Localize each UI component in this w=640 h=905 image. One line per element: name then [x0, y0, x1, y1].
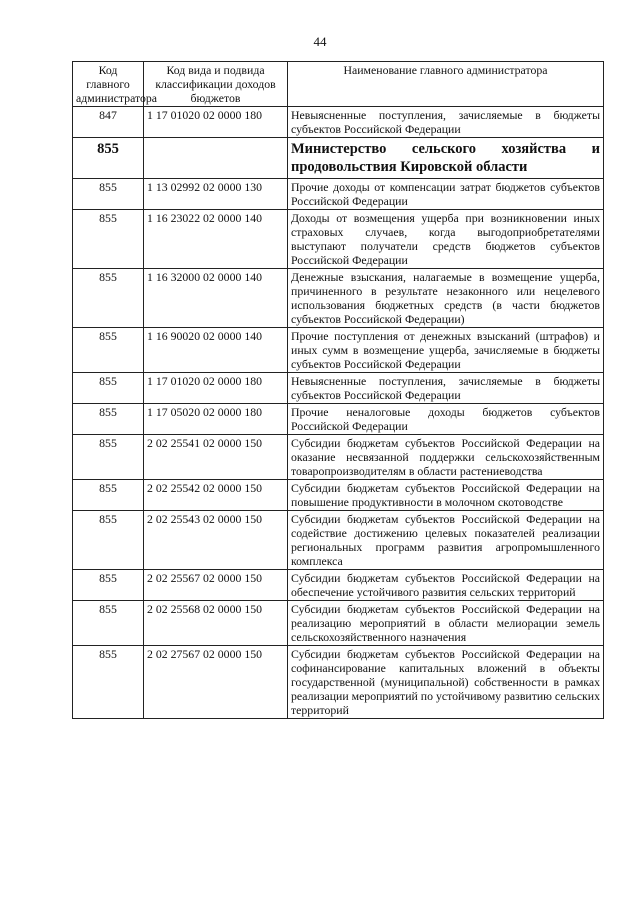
admin-name-cell: Субсидии бюджетам субъектов Российской Федерации на обеспечение устойчивого развития сельских территорий	[288, 570, 604, 601]
table-row	[73, 404, 604, 435]
admin-name-cell: Доходы от возмещения ущерба при возникновении иных страховых случаев, когда выгодоприобретателями выступают получатели средств бюджетов субъектов Российской Федерации	[288, 210, 604, 269]
table-row	[73, 373, 604, 404]
admin-code-cell: 855	[73, 404, 144, 435]
table-header-row	[73, 62, 604, 107]
admin-code-cell: 855	[73, 601, 144, 646]
income-code-cell: 2 02 25541 02 0000 150	[144, 435, 288, 480]
admin-code-cell: 855	[73, 179, 144, 210]
admin-code-cell: 855	[73, 435, 144, 480]
admin-name-cell: Денежные взыскания, налагаемые в возмещение ущерба, причиненного в результате незаконного или нецелевого использования бюджетных средств (в части бюджетов субъектов Российской Федерации)	[288, 269, 604, 328]
table-row	[73, 269, 604, 328]
income-code-cell: 1 17 01020 02 0000 180	[144, 373, 288, 404]
admin-name-cell: Субсидии бюджетам субъектов Российской Федерации на софинансирование капитальных вложений в объекты государственной (муниципальной) собственности в рамках реализации мероприятий по устойчивому развитию сельских территорий	[288, 646, 604, 719]
admin-name-cell: Субсидии бюджетам субъектов Российской Федерации на оказание несвязанной поддержки сельскохозяйственным товаропроизводителям в области растениеводства	[288, 435, 604, 480]
admin-code-cell: 855	[73, 570, 144, 601]
admin-code-cell: 847	[73, 107, 144, 138]
table-row	[73, 210, 604, 269]
admin-name-cell: Невыясненные поступления, зачисляемые в бюджеты субъектов Российской Федерации	[288, 373, 604, 404]
header-admin-name: Наименование главного администратора	[288, 62, 604, 107]
admin-name-cell: Министерство сельского хозяйства и продовольствия Кировской области	[288, 138, 604, 179]
admin-code-cell: 855	[73, 138, 144, 179]
admin-name-cell: Прочие неналоговые доходы бюджетов субъектов Российской Федерации	[288, 404, 604, 435]
table-body	[73, 107, 604, 719]
table-row	[73, 570, 604, 601]
income-code-cell: 2 02 27567 02 0000 150	[144, 646, 288, 719]
header-admin-code: Код главного администратора	[73, 62, 144, 107]
income-code-cell: 2 02 25542 02 0000 150	[144, 480, 288, 511]
income-code-cell: 1 13 02992 02 0000 130	[144, 179, 288, 210]
income-code-cell: 1 16 32000 02 0000 140	[144, 269, 288, 328]
income-code-cell	[144, 138, 288, 179]
admin-code-cell: 855	[73, 210, 144, 269]
table-row	[73, 480, 604, 511]
income-code-cell: 1 16 90020 02 0000 140	[144, 328, 288, 373]
admin-code-cell: 855	[73, 646, 144, 719]
admin-name-cell: Прочие поступления от денежных взысканий (штрафов) и иных сумм в возмещение ущерба, зачисляемые в бюджеты субъектов Российской Федерации	[288, 328, 604, 373]
admin-name-cell: Субсидии бюджетам субъектов Российской Федерации на повышение продуктивности в молочном скотоводстве	[288, 480, 604, 511]
table-row	[73, 328, 604, 373]
admin-code-cell: 855	[73, 269, 144, 328]
income-code-cell: 2 02 25568 02 0000 150	[144, 601, 288, 646]
table-row	[73, 601, 604, 646]
admin-name-cell: Прочие доходы от компенсации затрат бюджетов субъектов Российской Федерации	[288, 179, 604, 210]
income-code-cell: 1 16 23022 02 0000 140	[144, 210, 288, 269]
admin-name-cell: Субсидии бюджетам субъектов Российской Федерации на содействие достижению целевых показателей реализации региональных программ развития агропромышленного комплекса	[288, 511, 604, 570]
admin-code-cell: 855	[73, 480, 144, 511]
header-income-code: Код вида и подвида классификации доходов бюджетов	[144, 62, 288, 107]
income-code-cell: 1 17 01020 02 0000 180	[144, 107, 288, 138]
table-row	[73, 107, 604, 138]
table-row	[73, 435, 604, 480]
table-row	[73, 646, 604, 719]
income-code-cell: 1 17 05020 02 0000 180	[144, 404, 288, 435]
admin-code-cell: 855	[73, 373, 144, 404]
admin-code-cell: 855	[73, 328, 144, 373]
admin-name-cell: Невыясненные поступления, зачисляемые в бюджеты субъектов Российской Федерации	[288, 107, 604, 138]
ministry-row	[73, 138, 604, 179]
revenue-administrators-table	[72, 61, 604, 719]
admin-name-cell: Субсидии бюджетам субъектов Российской Федерации на реализацию мероприятий в области мелиорации земель сельскохозяйственного назначения	[288, 601, 604, 646]
income-code-cell: 2 02 25543 02 0000 150	[144, 511, 288, 570]
table-row	[73, 511, 604, 570]
page-number: 44	[313, 34, 327, 49]
table-row	[73, 179, 604, 210]
admin-code-cell: 855	[73, 511, 144, 570]
income-code-cell: 2 02 25567 02 0000 150	[144, 570, 288, 601]
